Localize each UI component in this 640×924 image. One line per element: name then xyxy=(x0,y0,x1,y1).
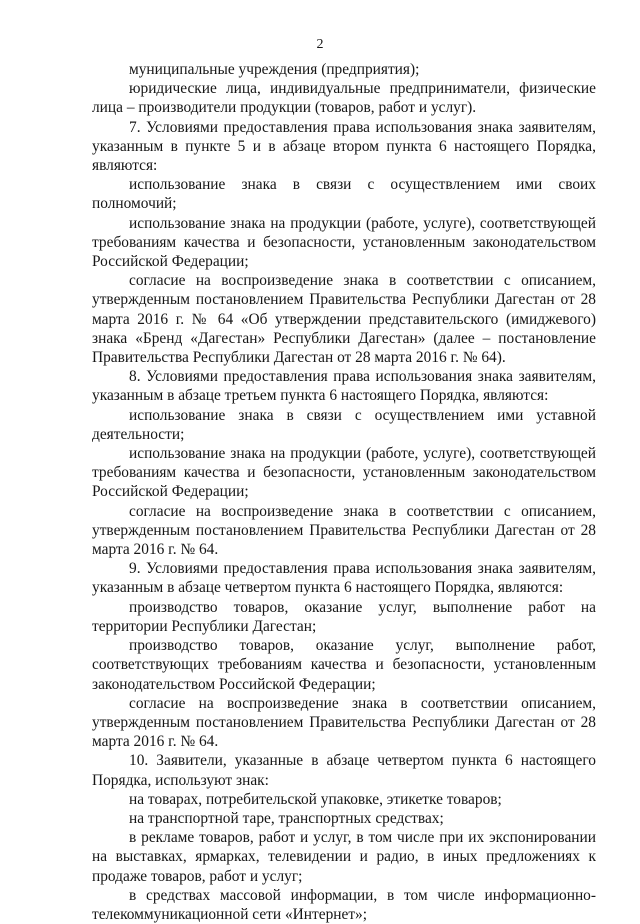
paragraph: использование знака на продукции (работе, услуге), соответствующей требованиям качества и безопасности, установленным законодательством Российской Федерации; xyxy=(92,214,596,271)
paragraph: муниципальные учреждения (предприятия); xyxy=(129,61,420,78)
paragraph: на транспортной таре, транспортных средствах; xyxy=(129,809,444,827)
paragraph: 9. Условиями предоставления права использования знака заявителям, указанным в абзаце четвертом пункта 6 настоящего Порядка, являются: xyxy=(92,560,596,597)
paragraph: в средствах массовой информации, в том числе информационно-телекоммуникационной сети «Интернет»; xyxy=(92,886,596,923)
paragraph: 10. Заявители, указанные в абзаце четвертом пункта 6 настоящего Порядка, используют знак: xyxy=(92,752,596,789)
paragraph: 8. Условиями предоставления права использования знака заявителям, указанным в абзаце третьем пункта 6 настоящего Порядка, являются: xyxy=(92,368,596,405)
document-body xyxy=(92,60,596,924)
paragraph: производство товаров, оказание услуг, выполнение работ, соответствующих требованиям качества и безопасности, установленным законодательством Российской Федерации; xyxy=(92,637,596,693)
paragraph: 7. Условиями предоставления права использования знака заявителям, указанным в пункте 5 и в абзаце втором пункта 6 настоящего Порядка, являются: xyxy=(92,118,596,175)
paragraph: согласие на воспроизведение знака в соответствии с описанием, утвержденным постановлением Правительства Республики Дагестан от 28 марта 2016 г. № 64. xyxy=(92,502,596,559)
paragraph: на товарах, потребительской упаковке, этикетке товаров; xyxy=(129,790,502,808)
paragraph: использование знака на продукции (работе, услуге), соответствующей требованиям качества и безопасности, установленным законодательством Российской Федерации; xyxy=(92,445,596,501)
paragraph: юридические лица, индивидуальные предприниматели, физические лица – производители продукции (товаров, работ и услуг). xyxy=(92,80,596,117)
paragraph: согласие на воспроизведение знака в соответствии с описанием, утвержденным постановлением Правительства Республики Дагестан от 28 марта 2016 г. № 64 «Об утверждении представительского (имиджевого) знака «Бренд «Дагестан» Республики Дагестан» (далее – постановление Правительства Республики Дагестан от 28 марта 2016 г. № 64). xyxy=(92,272,596,367)
paragraph: использование знака в связи с осуществлением ими уставной деятельности; xyxy=(92,406,596,443)
paragraph: в рекламе товаров, работ и услуг, в том числе при их экспонировании на выставках, ярмарках, телевидении и радио, в иных предложениях к продаже товаров, работ и услуг; xyxy=(92,829,596,885)
paragraph: согласие на воспроизведение знака в соответствии описанием, утвержденным постановлением Правительства Республики Дагестан от 28 марта 2016 г. № 64. xyxy=(92,694,596,751)
paragraph: производство товаров, оказание услуг, выполнение работ на территории Республики Дагестан; xyxy=(92,598,596,635)
page-number: 2 xyxy=(316,37,324,52)
paragraph: использование знака в связи с осуществлением ими своих полномочий; xyxy=(92,176,596,213)
